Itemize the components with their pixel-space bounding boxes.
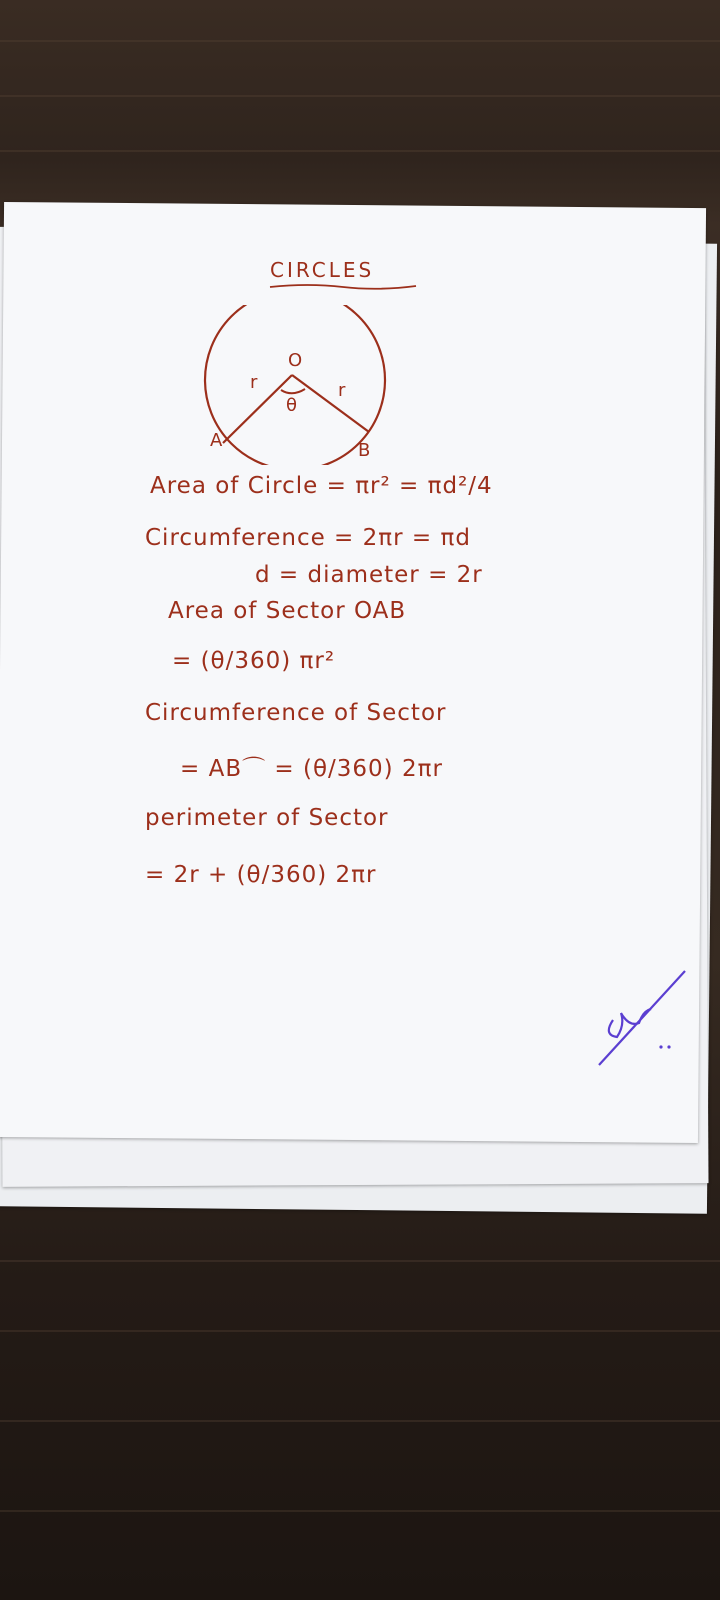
perimeter-of-sector-heading: perimeter of Sector — [145, 805, 389, 831]
wood-grain — [0, 1330, 720, 1332]
wood-grain — [0, 95, 720, 97]
diagram-radius-left-label: r — [250, 372, 259, 393]
circumference-of-sector-heading: Circumference of Sector — [145, 700, 447, 726]
wood-grain — [0, 1260, 720, 1262]
wood-grain — [0, 1510, 720, 1512]
diameter-line: d = diameter = 2r — [255, 562, 483, 588]
radius-ob — [292, 375, 369, 432]
area-of-sector-heading: Area of Sector OAB — [168, 598, 407, 624]
diagram-radius-right-label: r — [338, 380, 347, 401]
wood-grain — [0, 40, 720, 42]
circle-sector-diagram — [195, 305, 405, 465]
perimeter-of-sector-formula: = 2r + (θ/360) 2πr — [145, 862, 377, 888]
title-underline — [268, 282, 418, 292]
area-of-circle-line: Area of Circle = πr² = πd²/4 — [150, 473, 493, 499]
page-title: CIRCLES — [270, 258, 375, 282]
area-of-sector-formula: = (θ/360) πr² — [172, 648, 336, 674]
angle-arc — [281, 389, 305, 393]
circumference-of-sector-formula: = AB⌒ = (θ/360) 2πr — [180, 756, 443, 782]
circumference-line: Circumference = 2πr = πd — [145, 525, 471, 551]
wood-grain — [0, 1420, 720, 1422]
wood-grain — [0, 150, 720, 152]
diagram-point-a-label: A — [210, 430, 224, 451]
diagram-center-label: O — [288, 350, 304, 371]
diagram-point-b-label: B — [358, 440, 372, 461]
diagram-angle-label: θ — [286, 395, 299, 416]
signature-mark — [595, 965, 690, 1070]
